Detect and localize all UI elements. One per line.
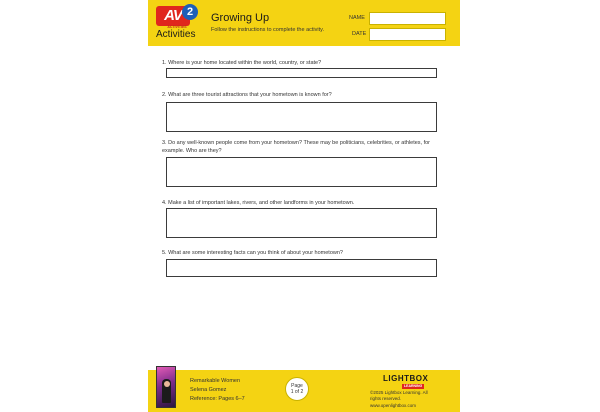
answer-box-1[interactable]	[166, 68, 437, 78]
logo-subtext: ACTIVITIES	[167, 25, 187, 29]
activities-label: Activities	[156, 29, 196, 40]
answer-box-2[interactable]	[166, 102, 437, 132]
answer-box-3[interactable]	[166, 157, 437, 187]
page-label: Page	[291, 383, 303, 389]
logo-number: 2	[182, 4, 198, 20]
book-title: Selena Gomez	[190, 387, 227, 393]
question-5: 5. What are some interesting facts can you think of about your hometown?	[162, 250, 343, 256]
name-field[interactable]	[369, 12, 446, 25]
question-3: 3. Do any well-known people come from your hometown? These may be politicians, celebrities, or athletes, for example. Who are they?	[162, 140, 431, 154]
av2-logo	[156, 6, 200, 28]
question-4: 4. Make a list of important lakes, rivers, and other landforms in your hometown.	[162, 200, 355, 206]
question-1: 1. Where is your home located within the world, country, or state?	[162, 60, 322, 66]
copyright-line-2: rights reserved.	[370, 396, 402, 401]
page-title: Growing Up	[211, 12, 270, 24]
book-reference: Reference: Pages 6–7	[190, 396, 245, 402]
copyright-line-1: ©2025 Lightbox Learning. All	[370, 390, 428, 395]
learning-tag: LEARNING	[404, 384, 423, 388]
name-label: NAME	[349, 15, 365, 21]
page-indicator	[285, 377, 309, 401]
page-subtitle: Follow the instructions to complete the activity.	[211, 27, 325, 33]
answer-box-4[interactable]	[166, 208, 437, 238]
date-field[interactable]	[369, 28, 446, 41]
book-series: Remarkable Women	[190, 378, 241, 384]
book-cover-image	[156, 366, 176, 408]
date-label: DATE	[352, 31, 367, 37]
logo-av-text: AV	[156, 6, 190, 26]
worksheet-footer	[148, 370, 460, 412]
website-link[interactable]: www.openlightbox.com	[370, 403, 417, 408]
cover-face	[164, 381, 170, 387]
answer-box-5[interactable]	[166, 259, 437, 277]
lightbox-logo: LIGHTBOX	[383, 374, 429, 383]
page-count: 1 of 2	[290, 389, 304, 395]
worksheet-header	[148, 0, 460, 46]
question-2: 2. What are three tourist attractions that your hometown is known for?	[162, 92, 332, 98]
